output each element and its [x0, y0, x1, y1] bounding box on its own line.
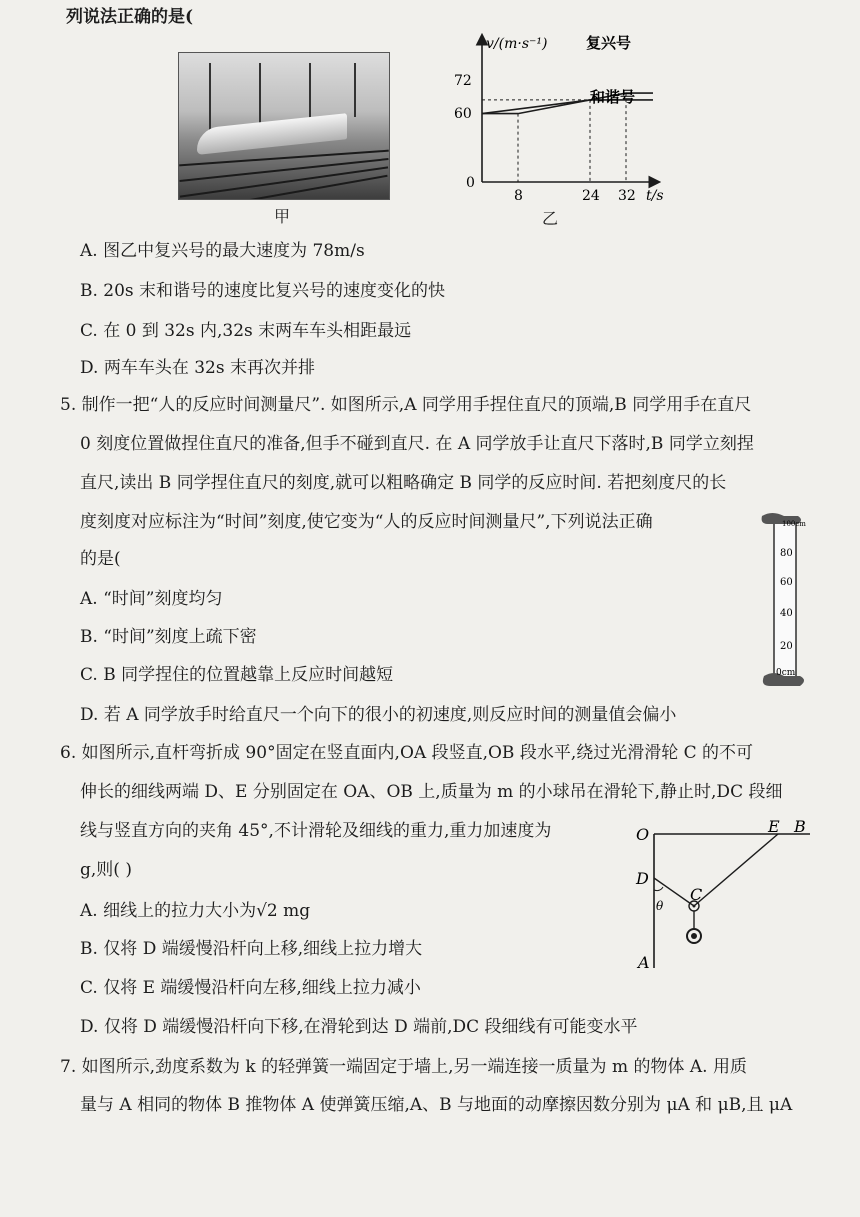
- q4-option-b: B. 20s 末和谐号的速度比复兴号的速度变化的快: [80, 281, 446, 301]
- label-d: D: [636, 869, 649, 888]
- q5-line-5: 的是(: [80, 549, 121, 569]
- q5-line-1: 5. 制作一把“人的反应时间测量尺”. 如图所示,A 同学用手捏住直尺的顶端,B 同学用手在直尺: [60, 395, 752, 415]
- q6-option-c: C. 仅将 E 端缓慢沿杆向左移,细线上拉力减小: [80, 978, 421, 998]
- velocity-time-graph: [440, 30, 700, 220]
- q7-line-2: 量与 A 相同的物体 B 推物体 A 使弹簧压缩,A、B 与地面的动摩擦因数分别为 μA 和 μB,且 μA: [80, 1095, 793, 1115]
- x-axis-label: t/s: [646, 188, 664, 204]
- x-tick-24: 24: [582, 188, 600, 204]
- q4-option-d: D. 两车车头在 32s 末再次并排: [80, 358, 315, 378]
- q6-option-d: D. 仅将 D 端缓慢沿杆向下移,在滑轮到达 D 端前,DC 段细线有可能变水平: [80, 1017, 638, 1037]
- q5-option-b: B. “时间”刻度上疏下密: [80, 627, 257, 647]
- q6-line-2: 伸长的细线两端 D、E 分别固定在 OA、OB 上,质量为 m 的小球吊在滑轮下,静止时,DC 段细: [80, 782, 783, 802]
- ruler-tick-0: 0cm: [776, 668, 796, 678]
- q4-option-c: C. 在 0 到 32s 内,32s 末两车车头相距最远: [80, 321, 412, 341]
- x-tick-8: 8: [514, 188, 523, 204]
- y-tick-72: 72: [454, 73, 472, 89]
- label-theta: θ: [656, 899, 664, 913]
- ruler-figure: [756, 512, 816, 692]
- q6-line-3: 线与竖直方向的夹角 45°,不计滑轮及细线的重力,重力加速度为: [80, 821, 552, 841]
- q6-option-a: A. 细线上的拉力大小为√2 mg: [80, 901, 311, 921]
- q5-line-3: 直尺,读出 B 同学捏住直尺的刻度,就可以粗略确定 B 同学的反应时间. 若把刻度尺的长: [80, 473, 727, 493]
- fig-b-label: 乙: [542, 209, 559, 228]
- y-tick-0: 0: [466, 175, 475, 191]
- label-e: E: [768, 817, 780, 836]
- string-ce: [694, 834, 778, 906]
- x-tick-32: 32: [618, 188, 636, 204]
- q4-option-a: A. 图乙中复兴号的最大速度为 78m/s: [80, 241, 365, 261]
- pulley-figure: [632, 817, 832, 972]
- q5-option-d: D. 若 A 同学放手时给直尺一个向下的很小的初速度,则反应时间的测量值会偏小: [80, 705, 677, 725]
- q5-line-4: 度刻度对应标注为“时间”刻度,使它变为“人的反应时间测量尺”,下列说法正确: [80, 512, 653, 532]
- series-label-fuxing: 复兴号: [586, 34, 632, 52]
- label-a: A: [638, 953, 650, 972]
- q4-stem-tail: 列说法正确的是(: [66, 7, 194, 27]
- label-b: B: [794, 817, 806, 836]
- q5-option-a: A. “时间”刻度均匀: [80, 589, 223, 609]
- series-label-hexie: 和谐号: [590, 88, 636, 106]
- q5-option-c: C. B 同学捏住的位置越靠上反应时间越短: [80, 665, 394, 685]
- q5-line-2: 0 刻度位置做捏住直尺的准备,但手不碰到直尺. 在 A 同学放手让直尺下落时,B 同学立刻捏: [80, 434, 754, 454]
- train-photo: [178, 52, 390, 200]
- ruler-tick-20: 20: [780, 641, 793, 652]
- q6-option-b: B. 仅将 D 端缓慢沿杆向上移,细线上拉力增大: [80, 939, 423, 959]
- label-c: C: [690, 885, 703, 904]
- ruler-tick-60: 60: [780, 577, 793, 588]
- ruler: [774, 520, 796, 680]
- ruler-tick-100: 100cm: [782, 520, 806, 528]
- fig-a-label: 甲: [274, 207, 291, 226]
- q6-line-1: 6. 如图所示,直杆弯折成 90°固定在竖直面内,OA 段竖直,OB 段水平,绕过光滑滑轮 C 的不可: [60, 743, 754, 763]
- y-axis-label: v/(m·s⁻¹): [486, 36, 548, 52]
- ruler-tick-40: 40: [780, 608, 793, 619]
- q7-line-1: 7. 如图所示,劲度系数为 k 的轻弹簧一端固定于墙上,另一端连接一质量为 m 的物体 A. 用质: [60, 1057, 747, 1077]
- label-o: O: [636, 825, 650, 844]
- y-tick-60: 60: [454, 106, 472, 122]
- ruler-tick-80: 80: [780, 548, 793, 559]
- q6-line-4: g,则( ): [80, 860, 132, 880]
